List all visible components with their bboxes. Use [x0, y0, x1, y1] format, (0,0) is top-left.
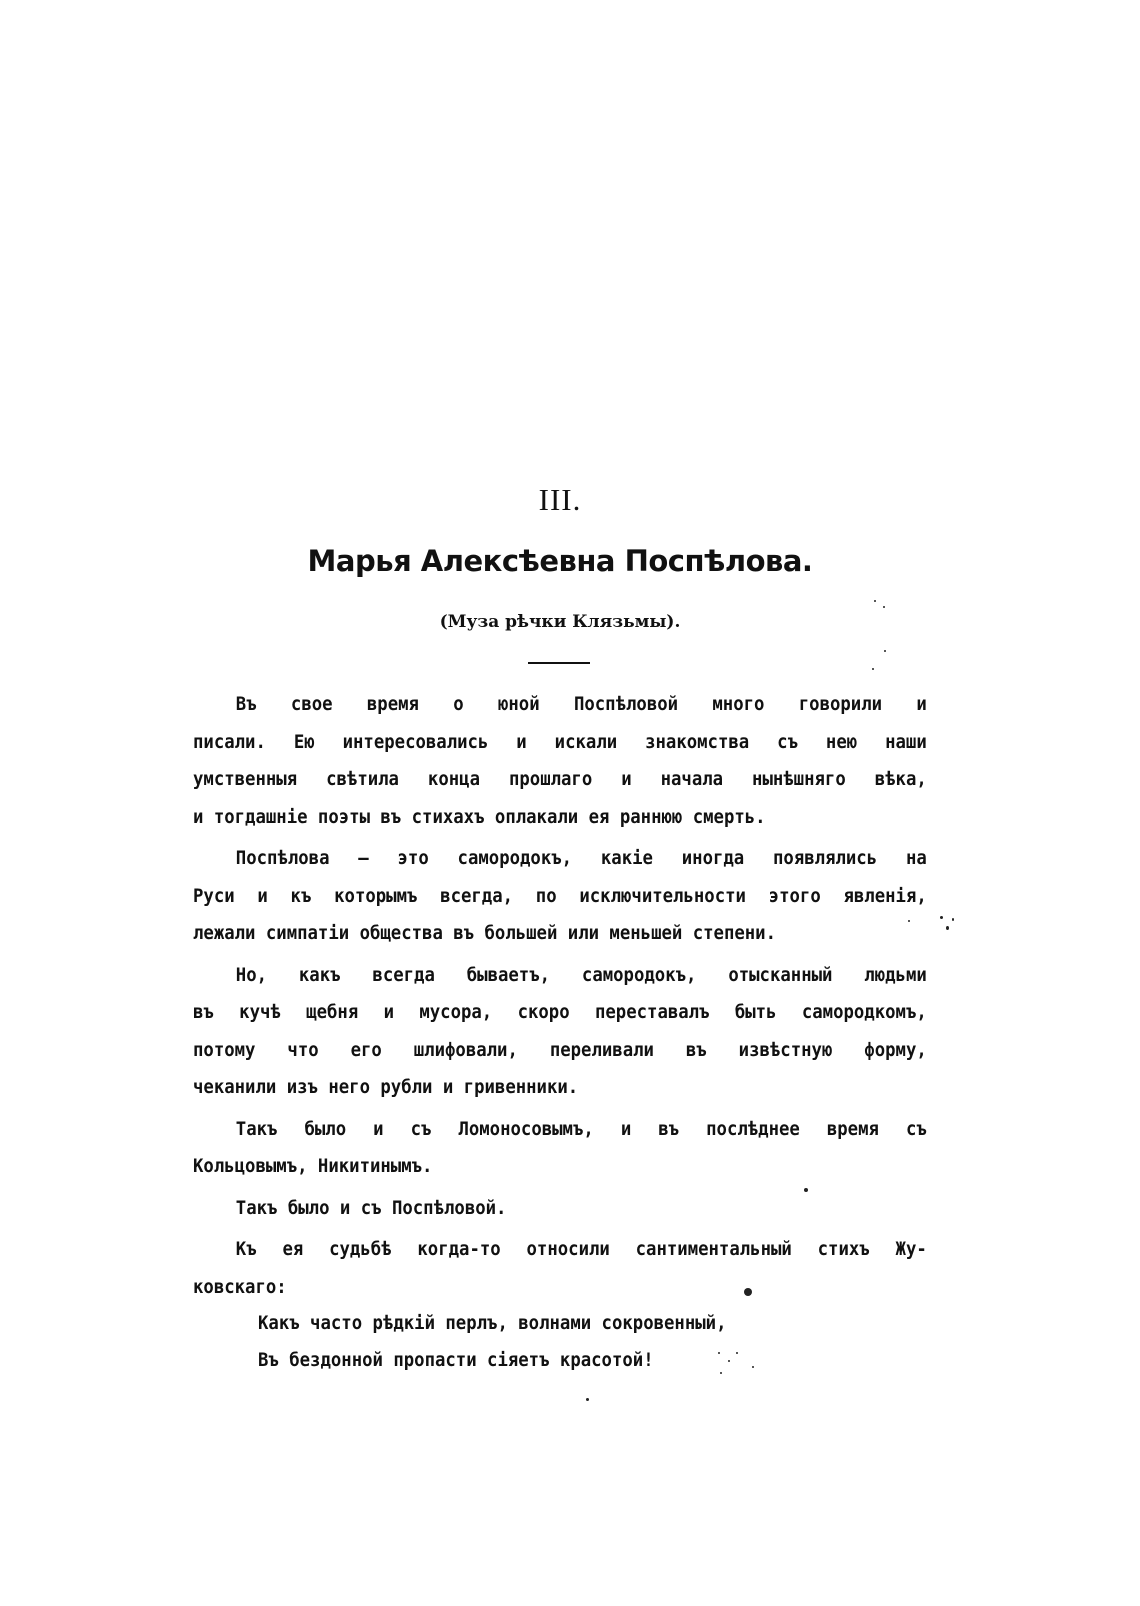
scan-speck: [884, 650, 886, 652]
text-line: Поспѣлова — это самородокъ, какіе иногда появлялись на: [235, 848, 927, 869]
scan-speck: [744, 1288, 752, 1296]
text-line: Кольцовымъ, Никитинымъ.: [193, 1156, 433, 1177]
scan-speck: [872, 668, 874, 670]
title-divider: [528, 662, 590, 664]
scan-speck: [728, 1360, 730, 1362]
scan-speck: [736, 1352, 738, 1354]
text-line: въ кучѣ щебня и мусора, скоро переставалъ быть самородкомъ,: [193, 1002, 927, 1023]
scan-speck: [946, 926, 949, 930]
scan-speck: [718, 1352, 720, 1354]
text-line: чеканили изъ него рубли и гривенники.: [193, 1077, 579, 1098]
text-line: писали. Ею интересовались и искали знакомства съ нею наши: [193, 731, 927, 753]
text-line: и тогдашніе поэты въ стихахъ оплакали ея раннюю смерть.: [193, 806, 766, 828]
text-line: Руси и къ которымъ всегда, по исключительности этого явленія,: [193, 885, 927, 907]
text-line: лежали симпатіи общества въ большей или меньшей степени.: [193, 923, 777, 944]
scan-speck: [720, 1372, 722, 1374]
text-line: умственныя свѣтила конца прошлаго и начала нынѣшняго вѣка,: [193, 769, 927, 790]
text-line: Такъ было и съ Ломоносовымъ, и въ послѣднее время съ: [235, 1118, 927, 1140]
chapter-subtitle: (Муза рѣчки Клязьмы).: [439, 612, 681, 632]
text-line: Въ свое время о юной Поспѣловой много говорили и: [235, 694, 927, 715]
scan-speck: [883, 606, 885, 608]
verse-quote: [258, 1305, 726, 1379]
text-line: Къ ея судьбѣ когда-то относили сантиментальный стихъ Жу-: [235, 1239, 927, 1260]
text-line: потому что его шлифовали, переливали въ извѣстную форму,: [193, 1039, 927, 1061]
scan-speck: [952, 918, 954, 921]
scan-speck: [586, 1398, 589, 1401]
chapter-number: III.: [538, 482, 582, 517]
scan-speck: [874, 600, 876, 602]
text-line: Но, какъ всегда бываетъ, самородокъ, отысканный людьми: [235, 964, 927, 986]
body-text: [193, 686, 927, 1306]
scan-speck: [908, 920, 910, 922]
scan-speck: [804, 1188, 808, 1192]
text-line: ковскаго:: [193, 1276, 287, 1298]
verse-line: Какъ часто рѣдкій перлъ, волнами сокровенный,: [258, 1313, 727, 1334]
scan-speck: [752, 1366, 754, 1368]
scan-speck: [940, 916, 943, 919]
text-line: Такъ было и съ Поспѣловой.: [235, 1197, 507, 1219]
verse-line: Въ бездонной пропасти сіяетъ красотой!: [258, 1350, 654, 1371]
chapter-title: Марья Алексѣевна Поспѣлова.: [307, 544, 813, 578]
